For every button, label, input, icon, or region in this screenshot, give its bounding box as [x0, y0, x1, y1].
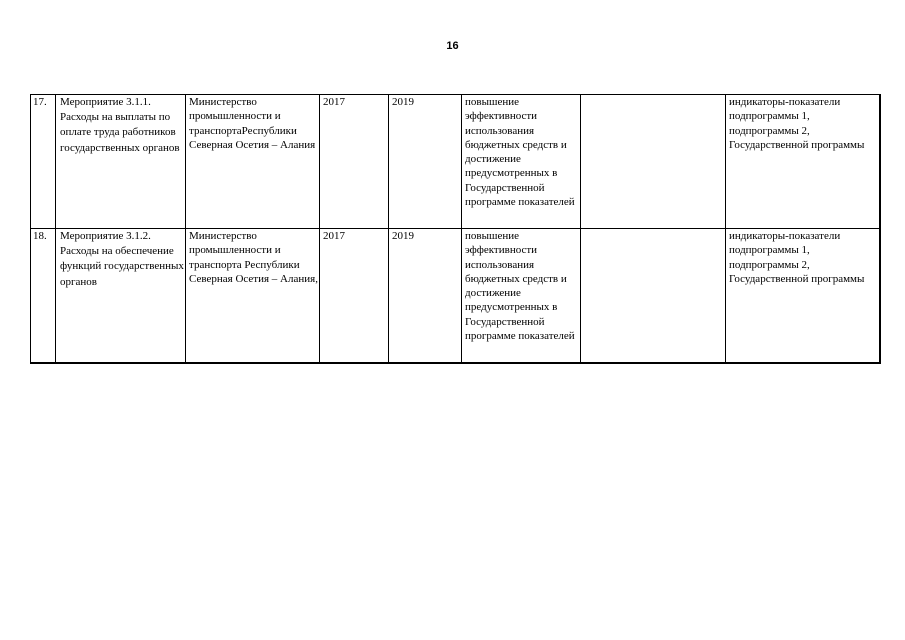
expected-result-cell: повышение эффективности использования бюджетных средств и достижение предусмотренных в Государственной программе показателей — [462, 95, 581, 229]
expected-result-cell: повышение эффективности использования бюджетных средств и достижение предусмотренных в Государственной программе показателей — [462, 229, 581, 364]
start-year-cell: 2017 — [320, 229, 389, 364]
executor-cell: Министерство промышленности и транспортаРеспублики Северная Осетия – Алания — [186, 95, 320, 229]
indicators-cell: индикаторы-показатели подпрограммы 1, подпрограммы 2, Государственной программы — [726, 95, 880, 229]
consequence-cell — [581, 229, 726, 364]
indicators-cell: индикаторы-показатели подпрограммы 1, подпрограммы 2, Государственной программы — [726, 229, 880, 364]
executor-cell: Министерство промышленности и транспорта Республики Северная Осетия – Алания, — [186, 229, 320, 364]
page-number: 16 — [446, 40, 459, 52]
row-number-cell: 18. — [31, 229, 56, 364]
measure-name-cell: Мероприятие 3.1.1. Расходы на выплаты по оплате труда работников государственных органов — [56, 95, 186, 229]
program-measures-table — [30, 94, 881, 364]
table-row — [31, 95, 880, 229]
consequence-cell — [581, 95, 726, 229]
start-year-cell: 2017 — [320, 95, 389, 229]
end-year-cell: 2019 — [389, 229, 462, 364]
table-row — [31, 229, 880, 364]
end-year-cell: 2019 — [389, 95, 462, 229]
row-number-cell: 17. — [31, 95, 56, 229]
measure-name-cell: Мероприятие 3.1.2. Расходы на обеспечение функций государственных органов — [56, 229, 186, 364]
